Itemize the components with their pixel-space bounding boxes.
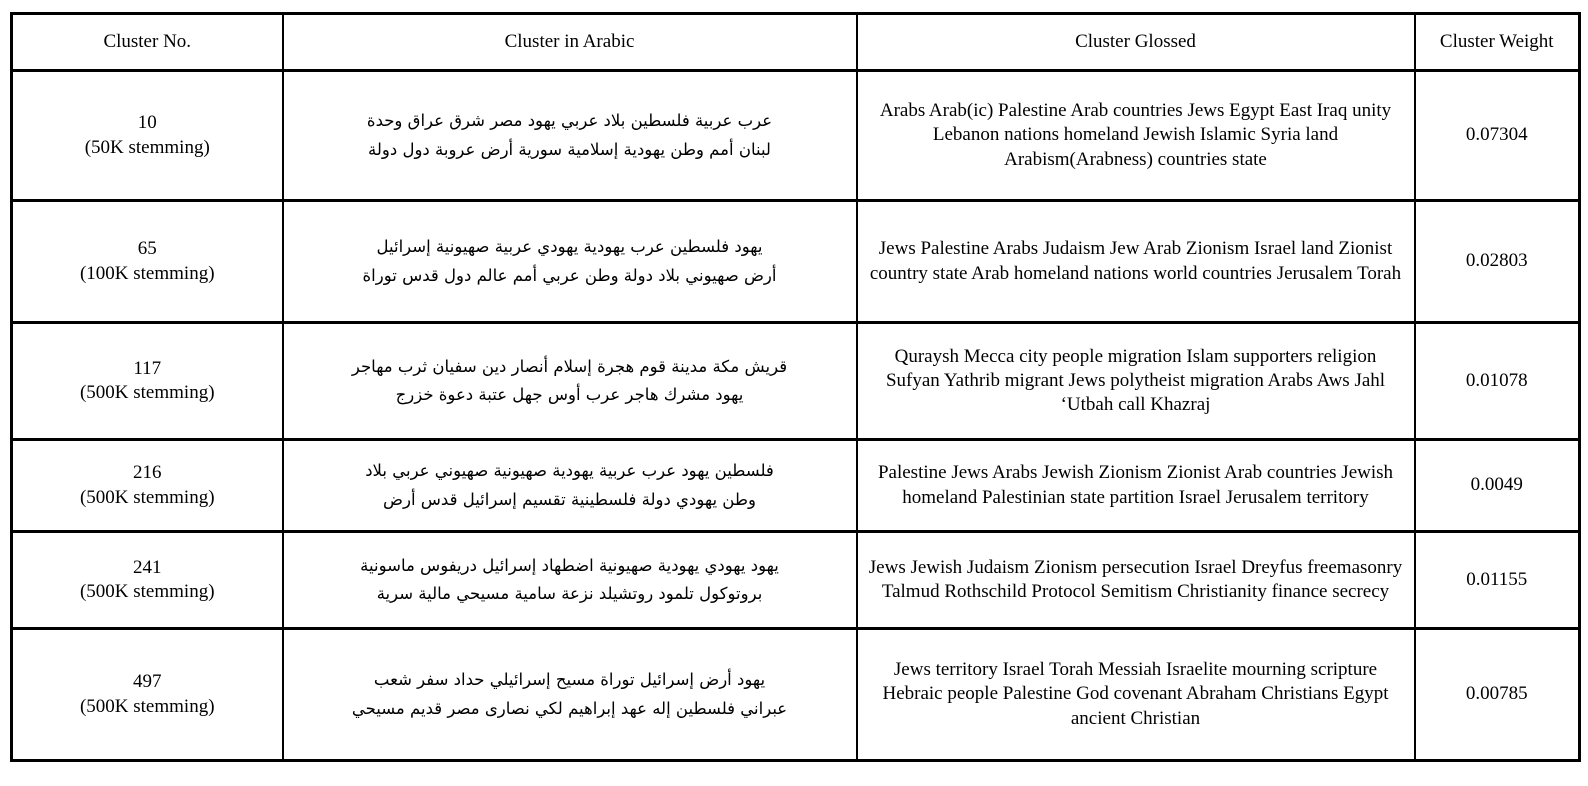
arabic-line: يهود مشرك هاجر عرب أوس جهل عتبة دعوة خزرج: [395, 385, 744, 404]
cell-cluster-glossed: Quraysh Mecca city people migration Islam supporters religion Sufyan Yathrib migrant Jews polytheist migration Arabs Aws Jahl ‘Utbah call Khazraj: [857, 323, 1415, 440]
header-row: [12, 14, 1580, 71]
table-row: [12, 71, 1580, 201]
cell-cluster-no: [12, 71, 283, 201]
cell-cluster-weight: 0.00785: [1415, 629, 1580, 761]
table-row: [12, 629, 1580, 761]
cell-cluster-weight: 0.02803: [1415, 201, 1580, 323]
cell-cluster-arabic: [283, 71, 857, 201]
header-cluster-glossed: Cluster Glossed: [857, 14, 1415, 71]
cell-cluster-no: [12, 440, 283, 532]
arabic-line: يهود فلسطين عرب يهودية يهودي عربية صهيونية إسرائيل: [376, 237, 763, 257]
cell-cluster-weight: 0.01155: [1415, 532, 1580, 629]
cell-cluster-glossed: Arabs Arab(ic) Palestine Arab countries Jews Egypt East Iraq unity Lebanon nations homeland Jewish Islamic Syria land Arabism(Arabness) countries state: [857, 71, 1415, 201]
cluster-number: 10: [137, 112, 157, 134]
cell-cluster-glossed: Jews Jewish Judaism Zionism persecution Israel Dreyfus freemasonry Talmud Rothschild Protocol Semitism Christianity finance secrecy: [857, 532, 1415, 629]
cluster-table: [10, 12, 1581, 762]
arabic-line: بروتوكول تلمود روتشيلد نزعة سامية مسيحي مالية سرية: [376, 584, 763, 603]
cluster-stemming: (50K stemming): [84, 136, 210, 158]
arabic-line: فلسطين يهود عرب عربية يهودية صهيونية صهيوني عربي بلاد: [365, 461, 774, 481]
cell-cluster-no: [12, 532, 283, 629]
arabic-line: قريش مكة مدينة قوم هجرة إسلام أنصار دين سفيان ثرب مهاجر: [351, 356, 788, 376]
cluster-number: 241: [133, 556, 162, 578]
table-row: [12, 532, 1580, 629]
cell-cluster-arabic: [283, 532, 857, 629]
cell-cluster-weight: 0.0049: [1415, 440, 1580, 532]
cell-cluster-arabic: [283, 440, 857, 532]
cell-cluster-glossed: Palestine Jews Arabs Jewish Zionism Zionist Arab countries Jewish homeland Palestinian state partition Israel Jerusalem territory: [857, 440, 1415, 532]
cell-cluster-glossed: Jews territory Israel Torah Messiah Israelite mourning scripture Hebraic people Palestine God covenant Abraham Christians Egypt ancient Christian: [857, 629, 1415, 761]
header-cluster-no: Cluster No.: [12, 14, 283, 71]
arabic-line: لبنان أمم وطن يهودية إسلامية سورية أرض عروبة دول دولة: [368, 139, 771, 159]
arabic-line: عبراني فلسطين إله عهد إبراهيم لكي نصارى مصر قديم مسيحي: [351, 698, 788, 718]
arabic-line: يهود يهودي يهودية صهيونية اضطهاد إسرائيل دريفوس ماسونية: [360, 555, 779, 575]
cell-cluster-glossed: Jews Palestine Arabs Judaism Jew Arab Zionism Israel land Zionist country state Arab homeland nations world countries Jerusalem Torah: [857, 201, 1415, 323]
cluster-stemming: (500K stemming): [79, 382, 215, 403]
header-cluster-arabic: Cluster in Arabic: [283, 14, 857, 71]
arabic-line: أرض صهيوني بلاد دولة وطن عربي أمم عالم دول قدس توراة: [362, 265, 777, 285]
cluster-stemming: (500K stemming): [79, 486, 215, 508]
cluster-number: 117: [133, 357, 162, 379]
cell-cluster-arabic: [283, 323, 857, 440]
arabic-line: وطن يهودي دولة فلسطينية تقسيم إسرائيل قدس أرض: [383, 489, 756, 509]
cluster-stemming: (500K stemming): [79, 695, 215, 717]
table-row: [12, 440, 1580, 532]
cell-cluster-no: [12, 323, 283, 440]
arabic-line: يهود أرض إسرائيل توراة مسيح إسرائيلي حداد سفر شعب: [373, 670, 766, 690]
cluster-number: 497: [133, 671, 162, 693]
cluster-stemming: (500K stemming): [79, 581, 215, 602]
table-row: [12, 201, 1580, 323]
header-cluster-weight: Cluster Weight: [1415, 14, 1580, 71]
cluster-number: 65: [137, 238, 157, 260]
cluster-stemming: (100K stemming): [79, 262, 215, 284]
cell-cluster-arabic: [283, 629, 857, 761]
cell-cluster-weight: 0.07304: [1415, 71, 1580, 201]
cell-cluster-arabic: [283, 201, 857, 323]
table-row: [12, 323, 1580, 440]
cell-cluster-no: [12, 201, 283, 323]
cluster-number: 216: [133, 462, 162, 484]
arabic-line: عرب عربية فلسطين بلاد عربي يهود مصر شرق عراق وحدة: [366, 111, 773, 131]
cell-cluster-no: [12, 629, 283, 761]
cell-cluster-weight: 0.01078: [1415, 323, 1580, 440]
